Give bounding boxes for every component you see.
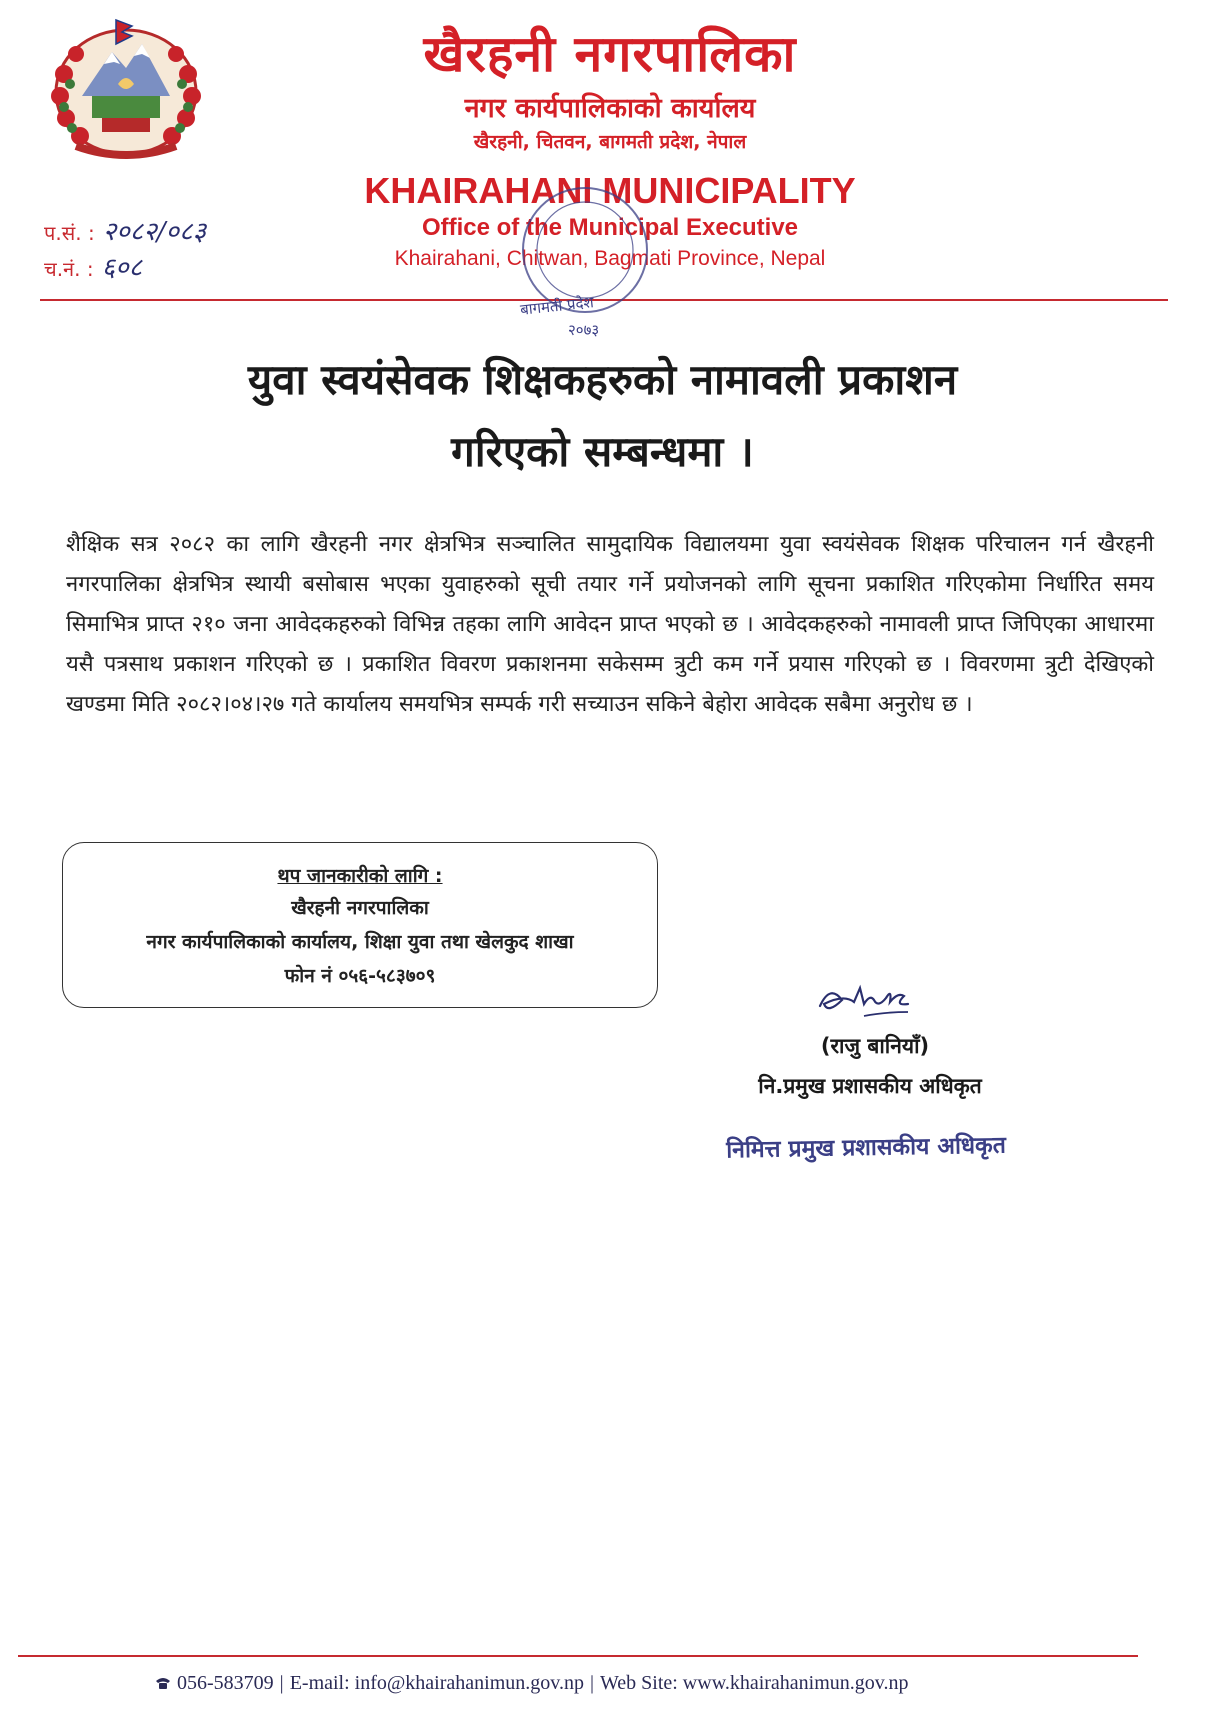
footer-email: E-mail: info@khairahanimun.gov.np	[289, 1672, 584, 1694]
contact-info-phone: फोन नं ०५६-५८३७०९	[284, 965, 436, 987]
footer-contact-line	[155, 1672, 1055, 1695]
reference-number	[44, 212, 206, 248]
signature-icon	[812, 972, 922, 1022]
contact-info-department: नगर कार्यपालिकाको कार्यालय, शिक्षा युवा तथा खेलकुद शाखा	[146, 931, 574, 953]
signer-designation: नि.प्रमुख प्रशासकीय अधिकृत	[758, 1074, 982, 1098]
nepal-emblem-icon	[42, 14, 210, 164]
subject-heading-line2: गरिएको सम्बन्धमा ।	[451, 427, 754, 476]
office-name-english: Office of the Municipal Executive	[421, 214, 799, 241]
dispatch-number-value: ६०८	[101, 253, 143, 283]
address-nepali: खैरहनी, चितवन, बागमती प्रदेश, नेपाल	[473, 131, 747, 153]
municipality-name-nepali: खैरहनी नगरपालिका	[423, 25, 797, 83]
reference-number-value: २०८२/०८३	[102, 217, 207, 247]
reference-number-label: प.सं. :	[44, 221, 95, 245]
footer-separator: |	[589, 1672, 594, 1694]
subject-heading-line1: युवा स्वयंसेवक शिक्षकहरुको नामावली प्रकाशन	[247, 355, 958, 404]
contact-info-title: थप जानकारीको लागि :	[277, 865, 443, 887]
stamp-text-province: बागमती प्रदेश	[519, 293, 595, 319]
footer-separator: |	[279, 1672, 284, 1694]
footer-website: Web Site: www.khairahanimun.gov.np	[599, 1672, 909, 1694]
address-english: Khairahani, Chitwan, Bagmati Province, Nepal	[394, 247, 826, 270]
dispatch-number-label: च.नं. :	[44, 257, 94, 281]
signer-designation-stamp: निमित्त प्रमुख प्रशासकीय अधिकृत	[726, 1132, 1007, 1164]
office-stamp-icon	[460, 180, 700, 340]
dispatch-number	[44, 248, 142, 284]
municipality-name-english: KHAIRAHANI MUNICIPALITY	[364, 170, 856, 211]
footer-phone: 056-583709	[177, 1672, 274, 1694]
footer-divider	[18, 1655, 1138, 1657]
notice-body-paragraph: शैक्षिक सत्र २०८२ का लागि खैरहनी नगर क्षेत्रभित्र सञ्चालित सामुदायिक विद्यालयमा युवा स्वयंसेवक शिक्षक परिचालन गर्न खैरहनी नगरपालिका क्षेत्रभित्र स्थायी बसोबास भएका युवाहरुको सूची तयार गर्ने प्रयोजनको लागि सूचना प्रकाशित गरिएकोमा निर्धारित समय सिमाभित्र प्राप्त २१० जना आवेदकहरुको विभिन्न तहका लागि आवेदन प्राप्त भएको छ । आवेदकहरुको नामावली प्राप्त जिपिएका आधारमा यसै पत्रसाथ प्रकाशन गरिएको छ । प्रकाशित विवरण प्रकाशनमा सकेसम्म त्रुटी कम गर्ने प्रयास गरिएको छ । विवरणमा त्रुटी देखिएको खण्डमा मिति २०८२।०४।२७ गते कार्यालय समयभित्र सम्पर्क गरी सच्याउन सकिने बेहोरा आवेदक सबैमा अनुरोध छ ।	[66, 532, 1154, 717]
signer-name: (राजु बानियाँ)	[820, 1034, 930, 1058]
contact-info-org: खैरहनी नगरपालिका	[291, 897, 429, 919]
office-name-nepali: नगर कार्यपालिकाको कार्यालय	[464, 93, 756, 124]
stamp-text-year: २०७३	[568, 321, 600, 339]
telephone-icon	[155, 1676, 171, 1690]
